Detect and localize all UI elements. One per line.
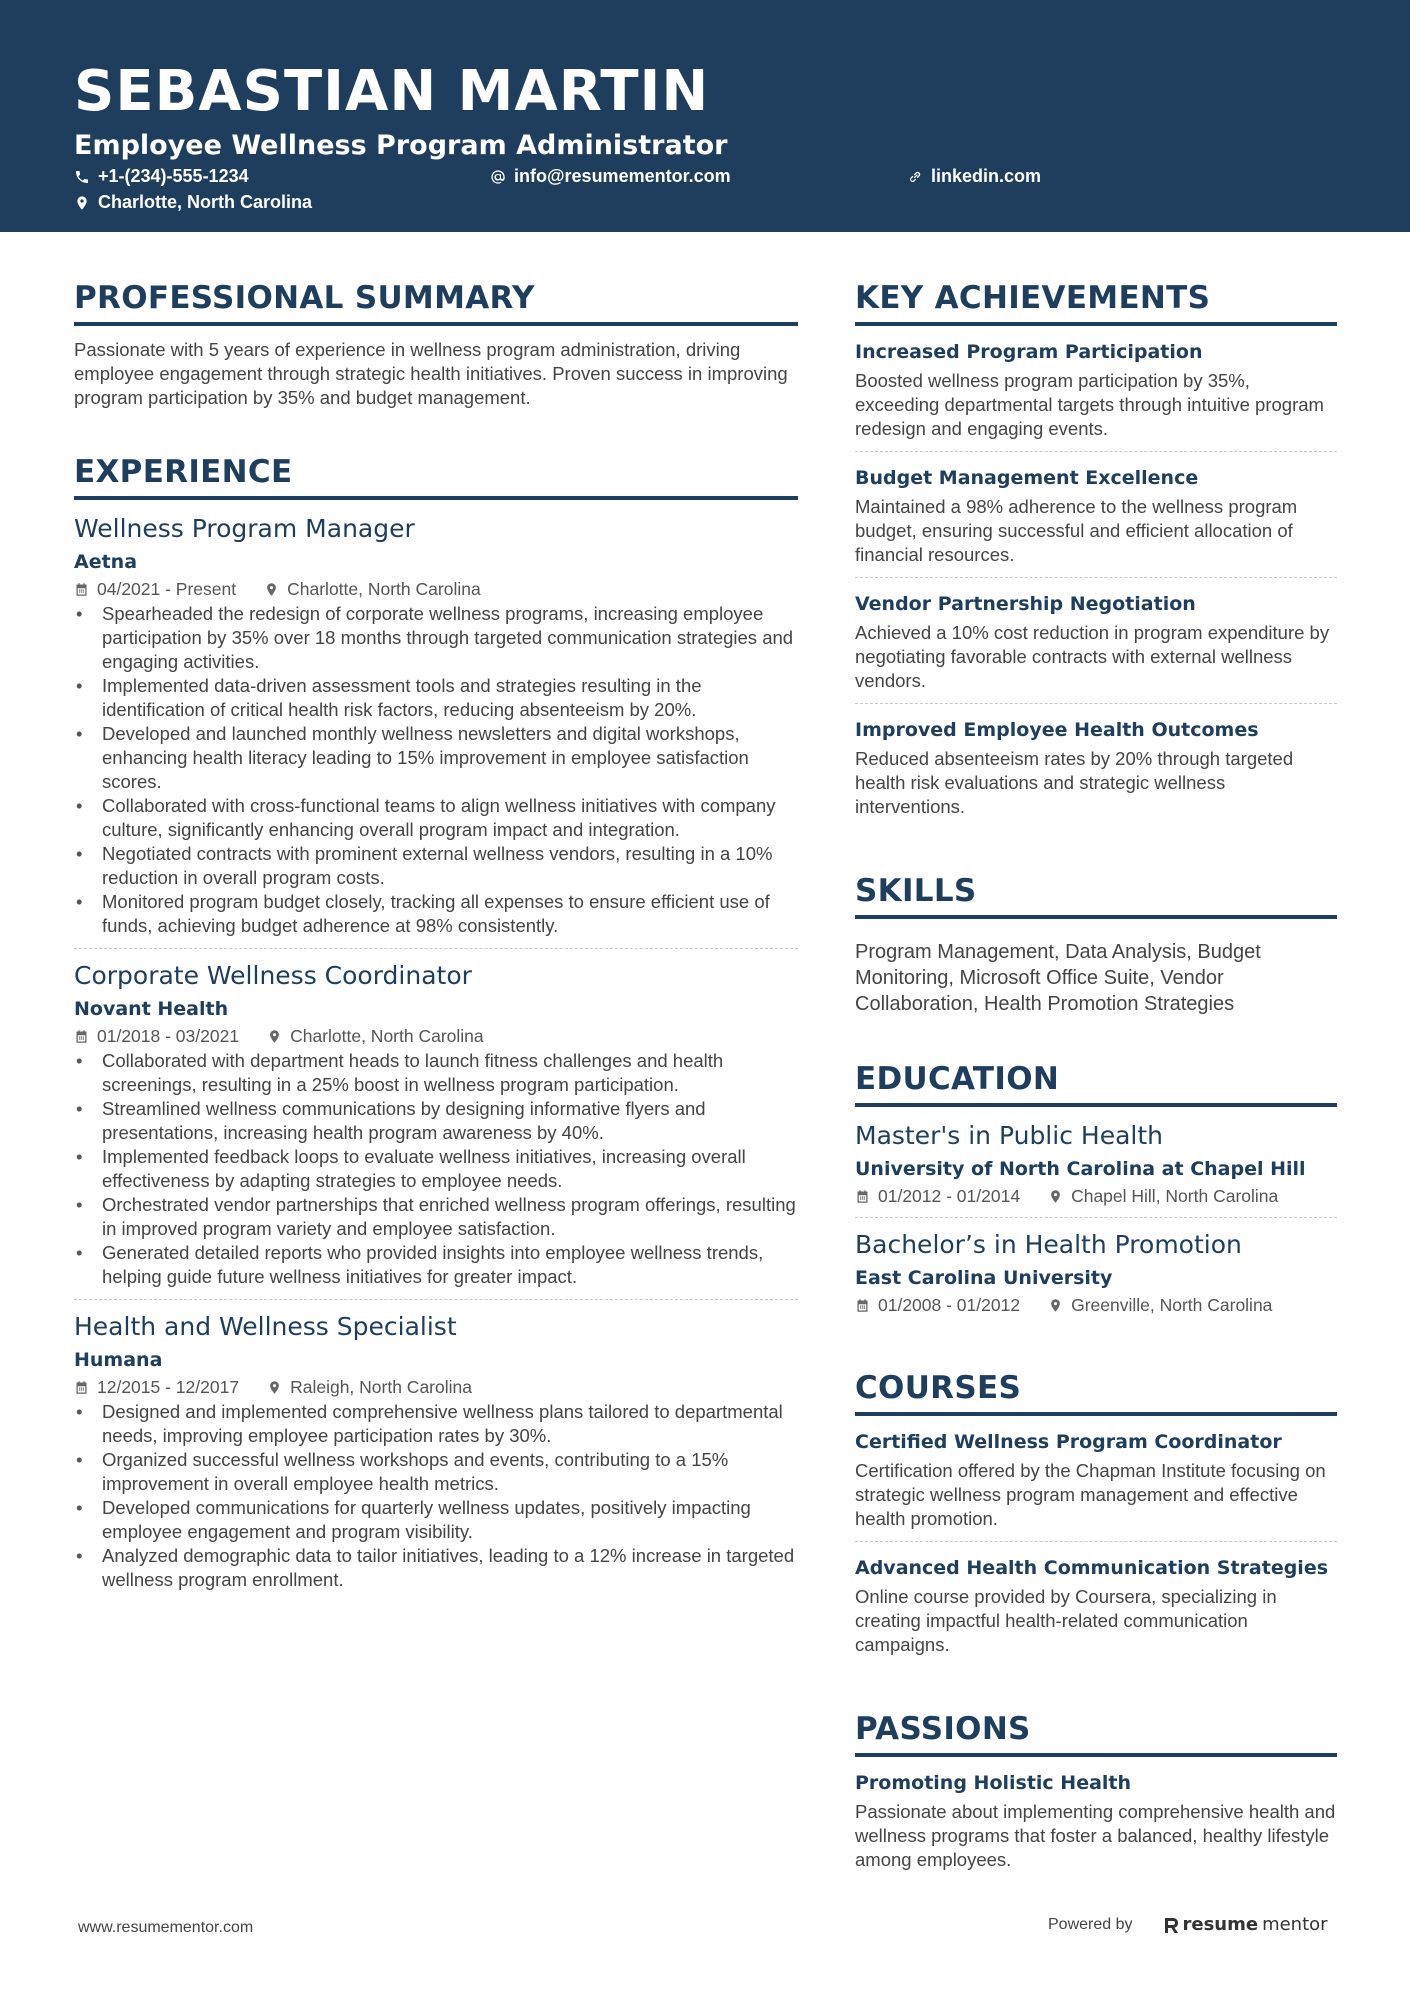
education-location: Greenville, North Carolina	[1071, 1295, 1273, 1315]
education-item	[855, 1228, 1337, 1326]
job-bullet: • Implemented data-driven assessment tools and strategies resulting in the identification of critical health risk factors, reducing absenteeism by 20%.	[74, 674, 798, 722]
education-item	[855, 1119, 1337, 1218]
education-meta	[855, 1183, 1337, 1209]
calendar-icon	[74, 1029, 89, 1044]
course-text: Certification offered by the Chapman Institute focusing on strategic wellness program management and effective health promotion.	[855, 1460, 1326, 1529]
education-location: Chapel Hill, North Carolina	[1071, 1186, 1279, 1206]
education-heading: EDUCATION	[855, 1059, 1337, 1107]
job-entry	[74, 959, 798, 1300]
job-bullet: • Spearheaded the redesign of corporate wellness programs, increasing employee participation by 35% over 18 months through targeted communication strategies and engaging activities.	[74, 602, 798, 674]
contact-linkedin[interactable]	[907, 166, 1041, 187]
job-bullet: • Organized successful wellness workshops and events, contributing to a 15% improvement in overall employee health metrics.	[74, 1448, 798, 1496]
job-bullet: • Monitored program budget closely, tracking all expenses to ensure efficient use of funds, achieving budget adherence at 98% consistently.	[74, 890, 798, 938]
location-pin-icon	[264, 582, 279, 597]
course-text: Online course provided by Coursera, specializing in creating impactful health-related communication campaigns.	[855, 1586, 1277, 1655]
job-bullet: • Generated detailed reports who provided insights into employee wellness trends, helping guide future wellness initiatives for greater impact.	[74, 1241, 798, 1289]
achievement-item	[855, 716, 1337, 829]
job-bullet: • Implemented feedback loops to evaluate wellness initiatives, increasing overall effectiveness by adapting strategies to employee needs.	[74, 1145, 798, 1193]
school-name: University of North Carolina at Chapel Hill	[855, 1158, 1306, 1180]
linkedin-text: linkedin.com	[931, 166, 1042, 186]
achievement-text: Achieved a 10% cost reduction in program expenditure by negotiating favorable contracts with external wellness vendors.	[855, 622, 1330, 691]
job-bullet: • Negotiated contracts with prominent external wellness vendors, resulting in a 10% reduction in overall program costs.	[74, 842, 798, 890]
job-dates: 04/2021 - Present	[97, 579, 237, 599]
achievement-item	[855, 590, 1337, 704]
summary-section	[74, 278, 798, 410]
job-meta	[74, 1374, 798, 1400]
calendar-icon	[855, 1298, 870, 1313]
skills-heading: SKILLS	[855, 871, 1337, 919]
job-bullet: • Collaborated with cross-functional teams to align wellness initiatives with company culture, significantly enhancing overall program impact and integration.	[74, 794, 798, 842]
achievement-title: Increased Program Participation	[855, 341, 1203, 363]
candidate-role: Employee Wellness Program Administrator	[74, 130, 728, 161]
job-company: Novant Health	[74, 998, 229, 1020]
link-icon	[907, 169, 923, 185]
right-column	[855, 278, 1337, 1924]
job-meta	[74, 576, 798, 602]
job-dates: 01/2018 - 03/2021	[97, 1026, 240, 1046]
location-pin-icon	[267, 1380, 282, 1395]
achievements-section	[855, 278, 1337, 829]
contact-email[interactable]	[490, 166, 731, 187]
job-bullets	[74, 1049, 798, 1289]
skills-section	[855, 871, 1337, 1017]
passion-title: Promoting Holistic Health	[855, 1772, 1132, 1794]
experience-heading: EXPERIENCE	[74, 452, 798, 500]
job-entry	[74, 512, 798, 949]
job-location: Raleigh, North Carolina	[290, 1377, 472, 1397]
job-location: Charlotte, North Carolina	[287, 579, 481, 599]
passion-text: Passionate about implementing comprehensive health and wellness programs that foster a balanced, healthy lifestyle among employees.	[855, 1801, 1336, 1870]
job-bullet: • Orchestrated vendor partnerships that enriched wellness program offerings, resulting in improved program variety and employee satisfaction.	[74, 1193, 798, 1241]
passion-item	[855, 1769, 1337, 1882]
summary-text: Passionate with 5 years of experience in wellness program administration, driving employee engagement through strategic health initiatives. Proven success in improving program participation by 35% and budget management.	[74, 339, 788, 408]
job-bullets	[74, 1400, 798, 1592]
job-bullet: • Developed communications for quarterly wellness updates, positively impacting employee engagement and program visibility.	[74, 1496, 798, 1544]
contact-location	[74, 192, 312, 213]
degree-title: Bachelor’s in Health Promotion	[855, 1230, 1242, 1259]
left-column	[74, 278, 798, 1644]
job-title: Wellness Program Manager	[74, 514, 415, 543]
courses-heading: COURSES	[855, 1368, 1337, 1416]
job-company: Aetna	[74, 551, 138, 573]
location-pin-icon	[267, 1029, 282, 1044]
achievement-item	[855, 464, 1337, 578]
course-title: Advanced Health Communication Strategies	[855, 1557, 1329, 1579]
job-meta	[74, 1023, 798, 1049]
job-bullet: • Designed and implemented comprehensive wellness plans tailored to departmental needs, improving employee participation rates by 30%.	[74, 1400, 798, 1448]
location-pin-icon	[1048, 1298, 1063, 1313]
job-location: Charlotte, North Carolina	[290, 1026, 484, 1046]
passions-section	[855, 1709, 1337, 1882]
job-bullet: • Collaborated with department heads to launch fitness challenges and health screenings, resulting in a 25% boost in wellness program participation.	[74, 1049, 798, 1097]
candidate-name: SEBASTIAN MARTIN	[74, 59, 710, 124]
location-pin-icon	[74, 195, 90, 211]
education-meta	[855, 1292, 1337, 1318]
brand-name-light: mentor	[1262, 1914, 1328, 1935]
job-bullet: • Developed and launched monthly wellness newsletters and digital workshops, enhancing health literacy leading to 15% improvement in employee satisfaction scores.	[74, 722, 798, 794]
brand-name-bold: resume	[1182, 1914, 1259, 1935]
email-text: info@resumementor.com	[514, 166, 731, 186]
experience-section	[74, 452, 798, 1602]
education-dates: 01/2012 - 01/2014	[878, 1186, 1021, 1206]
footer-website[interactable]: www.resumementor.com	[78, 1919, 254, 1936]
calendar-icon	[74, 1380, 89, 1395]
job-bullet: • Streamlined wellness communications by designing informative flyers and presentations, increasing health program awareness by 40%.	[74, 1097, 798, 1145]
footer-powered-by	[1048, 1914, 1328, 1935]
location-pin-icon	[1048, 1189, 1063, 1204]
achievement-item	[855, 338, 1337, 452]
powered-by-label: Powered by	[1048, 1915, 1133, 1933]
achievements-heading: KEY ACHIEVEMENTS	[855, 278, 1337, 326]
job-company: Humana	[74, 1349, 163, 1371]
resume-header	[0, 0, 1410, 232]
achievement-title: Vendor Partnership Negotiation	[855, 593, 1196, 615]
course-item	[855, 1428, 1337, 1542]
calendar-icon	[74, 582, 89, 597]
job-bullet: • Analyzed demographic data to tailor initiatives, leading to a 12% increase in targeted wellness program enrollment.	[74, 1544, 798, 1592]
phone-icon	[74, 169, 90, 185]
phone-text: +1-(234)-555-1234	[98, 166, 249, 186]
school-name: East Carolina University	[855, 1267, 1113, 1289]
summary-heading: PROFESSIONAL SUMMARY	[74, 278, 798, 326]
job-dates: 12/2015 - 12/2017	[97, 1377, 240, 1397]
education-dates: 01/2008 - 01/2012	[878, 1295, 1021, 1315]
job-entry	[74, 1310, 798, 1602]
brand-mark-icon	[1163, 1916, 1179, 1934]
location-text: Charlotte, North Carolina	[98, 192, 313, 212]
job-title: Health and Wellness Specialist	[74, 1312, 457, 1341]
achievement-text: Maintained a 98% adherence to the wellness program budget, ensuring successful and efficient allocation of financial resources.	[855, 496, 1298, 565]
contact-info	[74, 166, 1336, 222]
achievement-text: Boosted wellness program participation by 35%, exceeding departmental targets through intuitive program redesign and engaging events.	[855, 370, 1324, 439]
contact-phone[interactable]	[74, 166, 249, 187]
job-bullets	[74, 602, 798, 938]
achievement-title: Improved Employee Health Outcomes	[855, 719, 1259, 741]
courses-section	[855, 1368, 1337, 1667]
achievement-title: Budget Management Excellence	[855, 467, 1199, 489]
calendar-icon	[855, 1189, 870, 1204]
brand-logo[interactable]	[1163, 1914, 1328, 1935]
achievement-text: Reduced absenteeism rates by 20% through targeted health risk evaluations and strategic wellness interventions.	[855, 748, 1294, 817]
course-item	[855, 1554, 1337, 1667]
at-icon	[490, 169, 506, 185]
degree-title: Master's in Public Health	[855, 1121, 1163, 1150]
passions-heading: PASSIONS	[855, 1709, 1337, 1757]
course-title: Certified Wellness Program Coordinator	[855, 1431, 1282, 1453]
skills-text: Program Management, Data Analysis, Budget Monitoring, Microsoft Office Suite, Vendor Collaboration, Health Promotion Strategies	[855, 941, 1261, 1015]
job-title: Corporate Wellness Coordinator	[74, 961, 472, 990]
education-section	[855, 1059, 1337, 1326]
